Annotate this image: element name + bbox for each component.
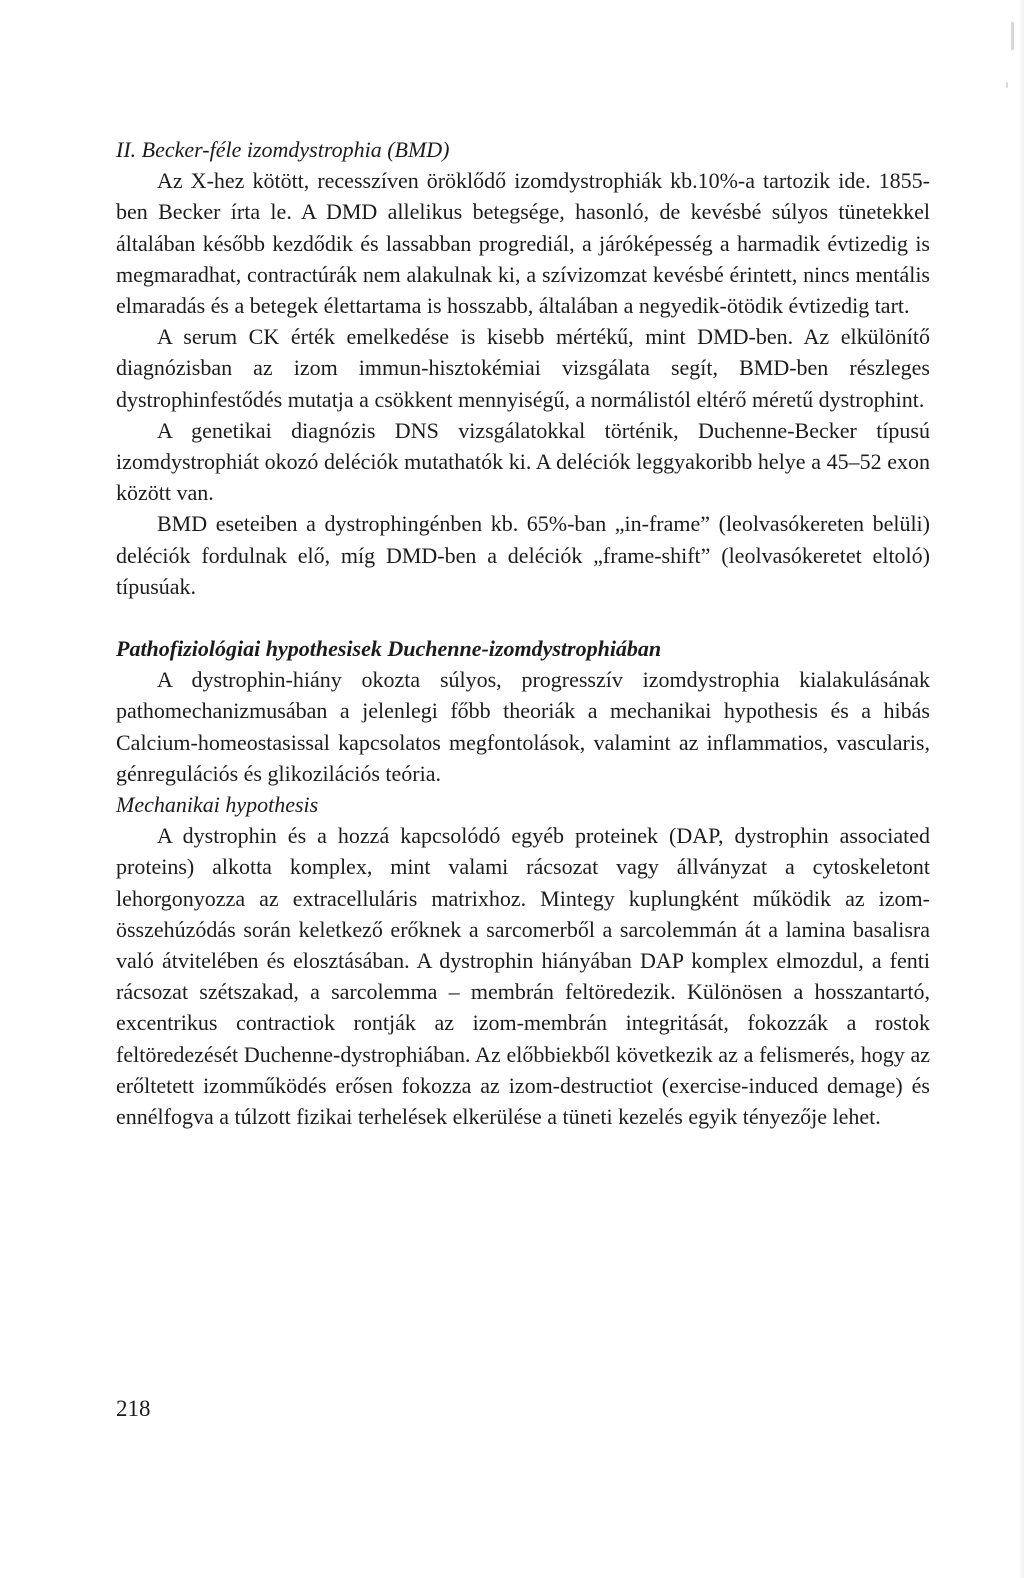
scan-edge-shadow	[1018, 0, 1024, 1578]
paragraph: Az X-hez kötött, recesszíven öröklődő izomdystrophiák kb.10%-a tartozik ide. 1855-ben Becker írta le. A DMD allelikus betegsége, hasonló, de kevésbé súlyos tünetekkel általában később kezdődik és lassabban progrediál, a járóképesség a harmadik évtizedig is megmaradhat, contractúrák nem alakulnak ki, a szívizomzat kevésbé érintett, nincs mentális elmaradás és a betegek élettartama is hosszabb, általában a negyedik-ötödik évtizedig tart.	[116, 168, 930, 319]
section-heading-becker: II. Becker-féle izomdystrophia (BMD)	[116, 137, 450, 162]
document-page	[116, 134, 930, 1132]
paragraph: BMD eseteiben a dystrophingénben kb. 65%-ban „in-frame” (leolvasókereten belüli) deléciók fordulnak elő, míg DMD-ben a deléciók „frame-shift” (leolvasókeretet eltoló) típusúak.	[116, 511, 930, 599]
paragraph: A dystrophin-hiány okozta súlyos, progresszív izomdystrophia kialakulásának pathomechanizmusában a jelenlegi főbb theoriák a mechanikai hypothesis és a hibás Calcium-homeostasissal kapcsolatos megfontolások, valamint az inflammatios, vascularis, génregulációs és glikozilációs teória.	[116, 667, 930, 786]
section-heading-mechanical: Mechanikai hypothesis	[116, 792, 319, 818]
section-mechanical-hypothesis	[116, 789, 930, 1132]
paragraph: A genetikai diagnózis DNS vizsgálatokkal történik, Duchenne-Becker típusú izomdystrophiát okozó deléciók mutathatók ki. A deléciók leggyakoribb helye a 45–52 exon között van.	[116, 417, 930, 506]
page-number: 218	[116, 1396, 151, 1421]
section-heading-pathophysiology: Pathofiziológiai hypothesisek Duchenne-izomdystrophiában	[116, 636, 662, 662]
paragraph: A serum CK érték emelkedése is kisebb mértékű, mint DMD-ben. Az elkülönítő diagnózisban az izom immun-hisztokémiai vizsgálata segít, BMD-ben részleges dystrophinfestődés mutatja a csökkent mennyiségű, a normálistól eltérő méretű dystrophint.	[116, 324, 930, 412]
paragraph: A dystrophin és a hozzá kapcsolódó egyéb proteinek (DAP, dystrophin associated proteins) alkotta komplex, mint valami rácsozat vagy állványzat a cytoskeletont lehorgonyozza az extracelluláris matrixhoz. Mintegy kuplungként működik az izom-összehúzódás során keletkező erőknek a sarcomerből a sarcolemmán át a lamina basalisra való átvitelében és elosztásában. A dystrophin hiányában DAP komplex elmozdul, a fenti rácsozat szétszakad, a sarcolemma – membrán feltöredezik. Különösen a hosszantartó, excentrikus contractiok rontják az izom-membrán integritását, fokozzák a rostok feltöredezését Duchenne-dystrophiában. Az előbbiekből következik az a felismerés, hogy az erőltetett izomműködés erősen fokozza az izom-destructiot (exercise-induced demage) és ennélfogva a túlzott fizikai terhelések elkerülése a tüneti kezelés egyik tényezője lehet.	[116, 823, 930, 1130]
section-pathophysiology	[116, 633, 930, 789]
scan-speck	[1006, 82, 1008, 88]
section-becker	[116, 134, 930, 602]
scan-speck	[1011, 22, 1014, 50]
